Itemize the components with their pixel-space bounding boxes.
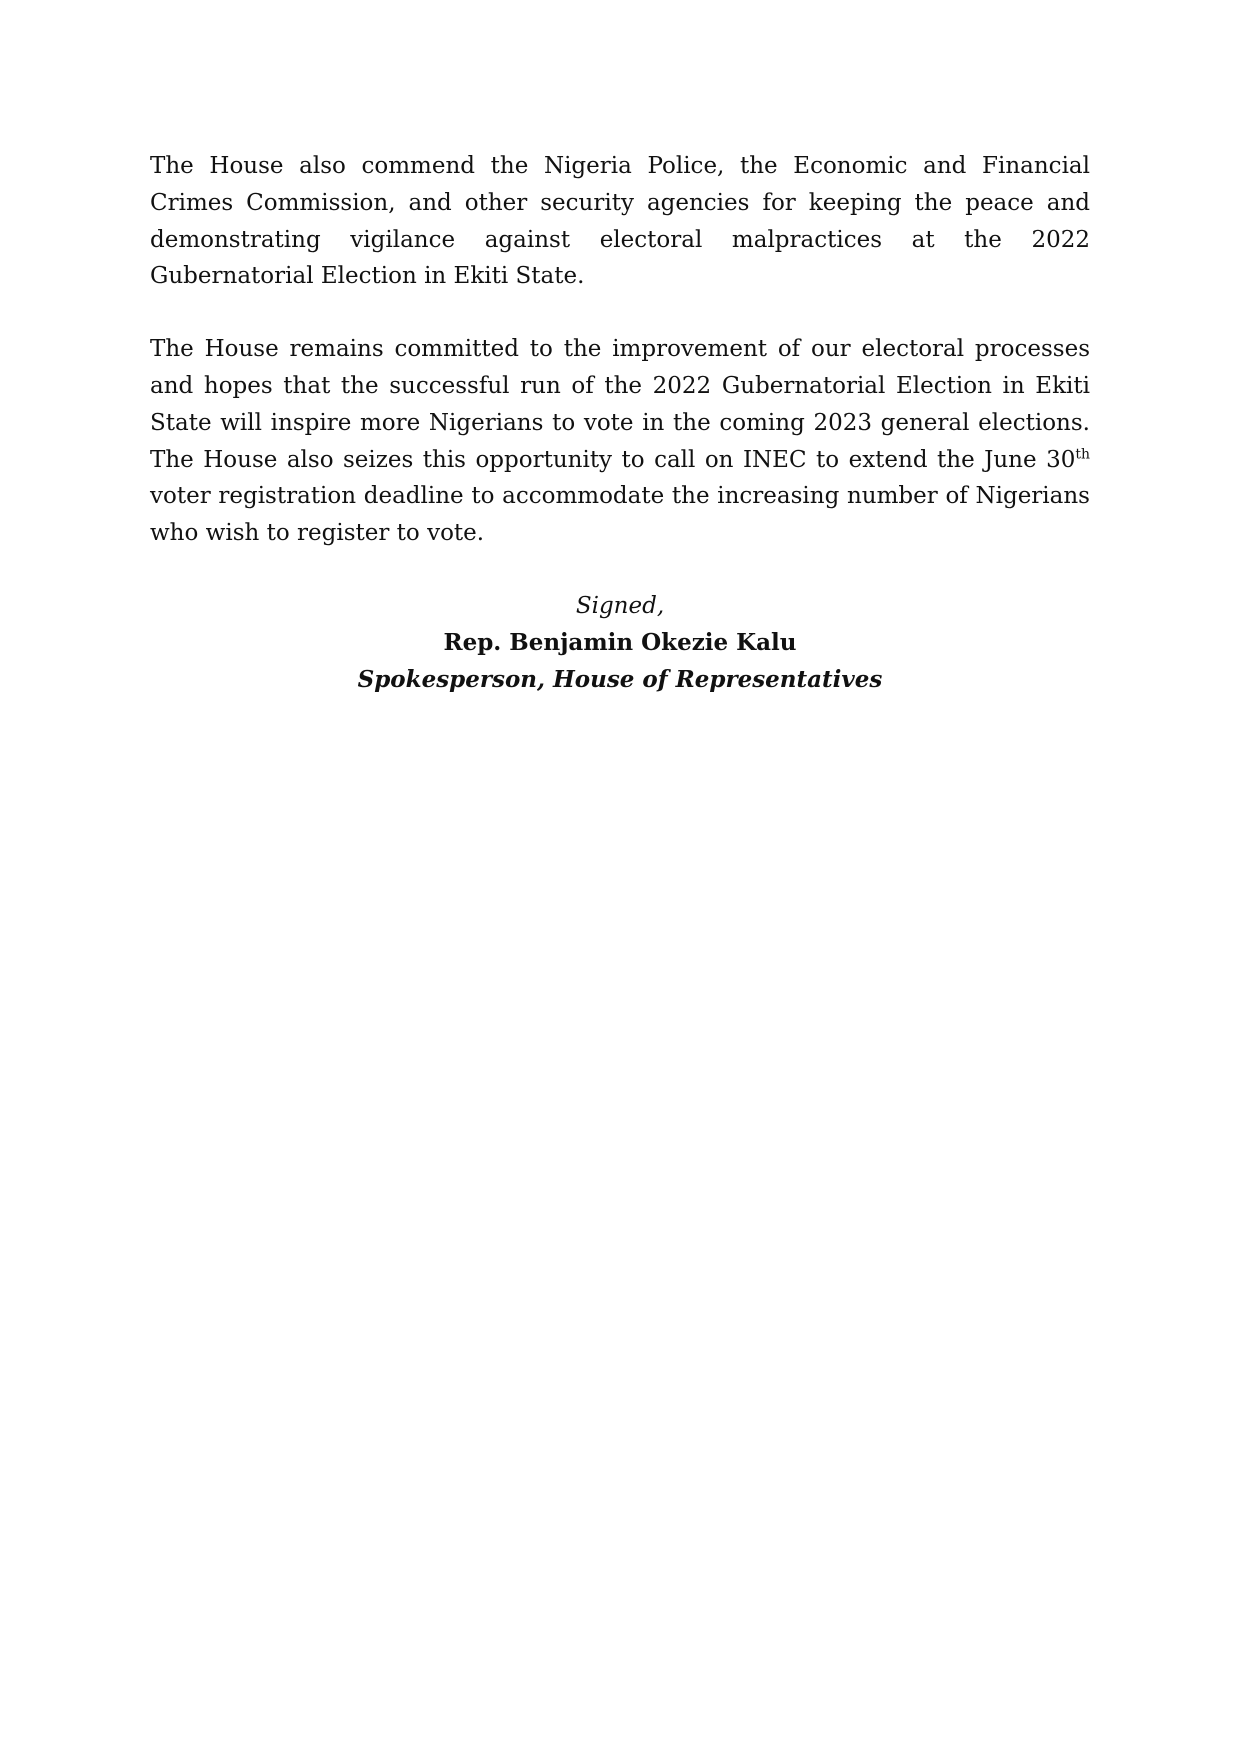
paragraph-commitment-text-start: The House remains committed to the improvement of our electoral processes and hopes that the successful run of the 2022 Gubernatorial Election in Ekiti State will inspire more Nigerians to vote in the coming 2023 general elections. The House also seizes this opportunity to call on INEC to extend the June 30 (150, 336, 1090, 473)
signatory-title: Spokesperson, House of Representatives (357, 665, 883, 693)
paragraph-commitment-text-end: voter registration deadline to accommodate the increasing number of Nigerians who wish to register to vote. (150, 483, 1090, 547)
paragraph-commendation: The House also commend the Nigeria Police, the Economic and Financial Crimes Commission, and other security agencies for keeping the peace and demonstrating vigilance against electoral malpractices at the 2022 Gubernatorial Election in Ekiti State. (150, 153, 1090, 290)
signature-block (150, 588, 1090, 698)
ordinal-suffix: th (1075, 445, 1090, 462)
signatory-name: Rep. Benjamin Okezie Kalu (443, 628, 797, 656)
document-page (150, 148, 1090, 698)
signed-label: Signed, (575, 592, 665, 619)
paragraph-commitment (150, 331, 1090, 552)
